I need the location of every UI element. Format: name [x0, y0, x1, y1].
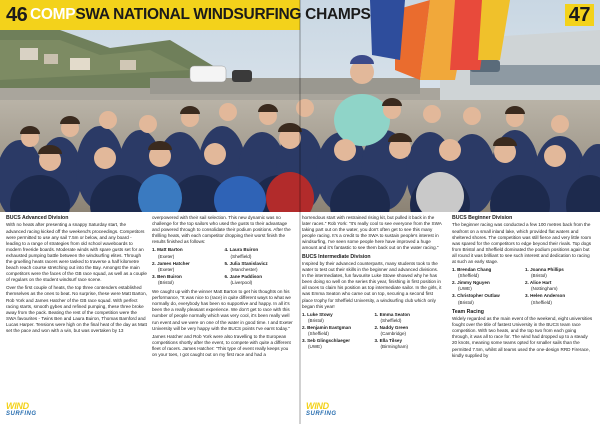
- paragraph: The beginner racing was conducted a few 100 metres back from the seafront on a small inland lake, which provided flat waters and sheltered shores. The competition was still fierce and very little room was spared for the competitors to edge beyond their rivals. Top dogs from Bristol and Sheffield dominated the podium positions again but all round it was brilliant to see such interest and dedication to racing at such an early stage.: [452, 222, 592, 264]
- column-3: [302, 215, 443, 353]
- windsurfing-logo-left: WIND SURFING: [6, 401, 37, 417]
- result-item: 5. Julia Stanislavicz (Manchester): [224, 260, 268, 272]
- result-item: 3. Ben Buiron (Bristol): [152, 273, 182, 285]
- result-item: 1. Brendan Chang (Sheffield): [452, 267, 492, 279]
- page-number-right: 47: [565, 4, 594, 26]
- headline-main: SWA NATIONAL WINDSURFING CHAMPS: [75, 6, 371, 23]
- page-gutter: [299, 0, 301, 424]
- result-item: 2. Naddy Green (Cambridge): [374, 324, 409, 336]
- result-item: 2. Benjamin Eastgman (Sheffield): [302, 324, 352, 336]
- result-item: 3. Seb Glingschlaeger (UWE): [302, 338, 350, 350]
- paragraph: Widely regarded as the main event of the weekend, eight universities fought over the title of fastest University in the BUCS team race competition. With two heats, and the top two from each going through, it was all to race for. The wind had dropped up to a steady 20 knots, meaning some teams opted for smaller sails than the permitted 7.5m, whilst all teams used the one-design RRD Firerace, kindly supplied by: [452, 316, 593, 358]
- windsurfing-logo-right: WIND SURFING: [306, 401, 337, 417]
- header-strip-right: [300, 0, 600, 30]
- section-heading-beginner: BUCS Beginner Division: [452, 215, 513, 221]
- results-intermediate: [302, 312, 443, 351]
- result-item: 3. Ella Tilsey (Birmingham): [374, 338, 409, 350]
- result-item: 2. James Hatcher (Exeter): [152, 260, 190, 272]
- section-heading-intermediate: BUCS Intermediate Division: [302, 253, 371, 260]
- column-2: [152, 215, 293, 360]
- result-item: 1. Luke Stowy (Bristol): [302, 311, 333, 323]
- result-item: 2. Jimmy Nguyen (UWE): [452, 280, 490, 292]
- result-item: 6. Jane Paddison (Liverpool): [224, 273, 263, 285]
- paragraph: horrendous start with restrained rising kit, but pulled it back in the later races." Rob York: "It's really cool to see everyone from the SWA taking part out on the water, you don't often get to see this many people racing. It's a credit to the SWA to sustain people's interest in windsurfing, I've seen some people here have improved a huge amount and it's fantastic to see them back out on the water racing.": [302, 215, 442, 251]
- page-number-left: 46: [6, 4, 28, 26]
- result-item: 4. Laura Buiron (Sheffield): [224, 247, 259, 259]
- section-heading-team-racing: Team Racing: [452, 308, 484, 315]
- result-item: 1. Matt Barton (Exeter): [152, 247, 183, 259]
- column-4: [452, 215, 594, 361]
- paragraph: overpowered with their sail selection. This new dynamic was no challenge for the top sailors who used the gusts to their advantage and powered through to consolidate their podium positions. After the thrilling heats, with each competitor dropping their worst finish the results finished as follows:: [152, 215, 291, 245]
- result-item: 1. Emma Seaton (Sheffield): [374, 311, 410, 323]
- paragraph: Inspired by their advanced counterparts, many students took to the water to test out their skills in the beginner and advanced divisions. In the intermediates, fun favourite Luke Stowe showed why he has been doing so well on the series this year, finishing in first position in all races to claim his position as top intermediate sailor. In the girls, it was Emma Seaton who came out on top, securing a second first place trophy for Sheffield University, a windsurfing club which only began this year!: [302, 260, 442, 309]
- result-item: 1. Joanna Phillips (Bristol): [525, 267, 564, 279]
- headline-accent: COMP: [30, 6, 76, 23]
- paragraph: We caught up with the winner Matt Barton to get his thoughts on his performance, "It was nice to (race) in quite different ways to what we normally do, everybody has been so supportive and happy. In all it's been the a really pleasant experience. We don't get to race with this number of people normally which was very cool, it's been really well run event and we were on one of the water in good time. I and Exeter University will be very happy with the BUCS points I've earnt today.": [152, 289, 293, 331]
- result-item: 3. Helen Anderson (Sheffield): [525, 293, 566, 305]
- result-item: 3. Christopher Outlaw (Bristol): [452, 293, 500, 305]
- paragraph: James Hatcher and Rob York were also travelling to the European competitions shortly after the event, to compete with quite a different fleet of racers. James Hatcher: "This type of event really keeps you on your toes, I got caught out on my first race and had a: [152, 333, 291, 357]
- results-beginner: [452, 267, 594, 306]
- result-item: 2. Alice Hart (Nottingham): [525, 280, 558, 292]
- results-advanced: [152, 247, 293, 286]
- paragraph: With no heats after presenting a snappy Saturday start, the advanced racing kicked off the weekend's proceedings. Competitors were permitted to use any sail 7.5m or below, and any board - leading to a range of strategies from old school waveboards to modern freeride boards. Moderate winds with spare gusts set for an exhausted pumping battle between the windsurfing elites. Through the gruelling heats racers were tasked to traverse a half kilometre beach reach course stretching out into the Bay. Amongst the main competitors were the faces of the GB race squad, as well as a couple of regulars on the student windsurf race scene.: [6, 222, 147, 283]
- column-1: [6, 215, 147, 336]
- paragraph: Over the first couple of heats, the top three contenders established themselves as the ones to beat. No surprise, these were Matt Barton, Rob York and James Hatcher of the GB race squad. With perfect racing starts, smooth gybes and refined pumping, these three broke away from the pack. Beating the rest of the competition were the SWA favourites - Twins Ben and Laura Buiron, Thomas Bamford and Lucas Harper. Tensions were high on the final heat of the day as Matt set the pace and won with a win, but was overtaken by 13: [6, 285, 147, 333]
- section-heading-advanced: BUCS Advanced Division: [6, 215, 69, 221]
